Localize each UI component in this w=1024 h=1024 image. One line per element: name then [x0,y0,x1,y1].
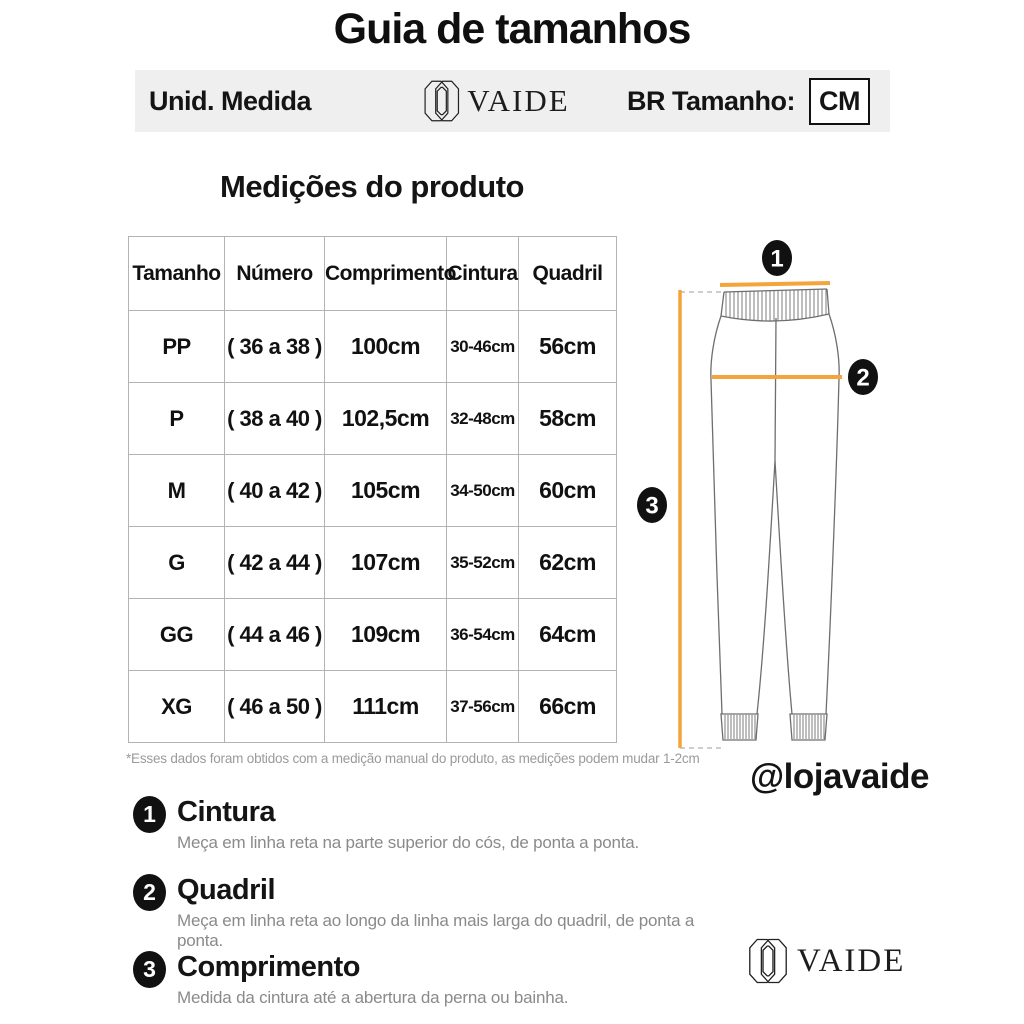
legend-title-quadril: Quadril [177,874,276,906]
marker-1-number: 1 [770,245,784,273]
right-cuff-ribbing [794,715,824,739]
unit-measure-label: Unid. Medida [149,85,311,116]
cell-hip: 58cm [519,383,617,455]
cell-number: ( 42 a 44 ) [225,527,325,599]
col-header-cintura: Cintura [447,237,519,311]
legend-title-comprimento: Comprimento [177,951,360,983]
marker-2 [848,359,878,395]
cell-length: 100cm [325,311,447,383]
cell-waist: 32-48cm [447,383,519,455]
marker-2-number: 2 [856,364,870,392]
size-table [128,236,617,743]
measurement-disclaimer: *Esses dados foram obtidos com a medição manual do produto, as medições podem mudar 1-2cm [126,751,700,766]
cell-length: 107cm [325,527,447,599]
cell-length: 109cm [325,599,447,671]
brand-logo [419,76,569,126]
cell-number: ( 38 a 40 ) [225,383,325,455]
cell-hip: 66cm [519,671,617,743]
page-title: Guia de tamanhos [333,5,691,53]
legend-desc-comprimento: Medida da cintura até a abertura da perna ou bainha. [177,988,569,1008]
cell-number: ( 36 a 38 ) [225,311,325,383]
legend-badge-2: 2 [133,874,166,911]
unit-bar [135,70,890,132]
pants-measurement-diagram [630,228,910,773]
cell-size: M [129,455,225,527]
legend-badge-3: 3 [133,951,166,988]
legend-item-quadril [133,874,723,951]
cell-number: ( 46 a 50 ) [225,671,325,743]
cell-size: P [129,383,225,455]
col-header-tamanho: Tamanho [129,237,225,311]
cell-size: GG [129,599,225,671]
cell-length: 102,5cm [325,383,447,455]
footer-brand-logo [744,934,905,988]
col-header-comprimento: Comprimento [325,237,447,311]
cell-waist: 35-52cm [447,527,519,599]
table-row [129,599,617,671]
waist-measure-line [720,283,830,285]
table-row [129,311,617,383]
cell-size: PP [129,311,225,383]
legend-item-cintura [133,796,723,853]
cell-number: ( 40 a 42 ) [225,455,325,527]
cell-waist: 37-56cm [447,671,519,743]
col-header-quadril: Quadril [519,237,617,311]
vaide-logo-icon [419,76,463,126]
legend-item-comprimento [133,951,723,1008]
marker-3 [637,487,667,523]
cell-hip: 62cm [519,527,617,599]
cell-size: G [129,527,225,599]
legend-desc-quadril: Meça em linha reta ao longo da linha mais larga do quadril, de ponta a ponta. [177,911,695,951]
table-header-row [129,237,617,311]
size-standard-label: BR Tamanho: [627,85,795,116]
cell-number: ( 44 a 46 ) [225,599,325,671]
col-header-numero: Número [225,237,325,311]
size-standard [627,78,870,125]
cell-size: XG [129,671,225,743]
unit-value-box: CM [809,78,870,125]
table-row [129,527,617,599]
cell-waist: 34-50cm [447,455,519,527]
social-handle: @lojavaide [750,757,929,796]
cell-length: 111cm [325,671,447,743]
legend-badge-1: 1 [133,796,166,833]
table-row [129,671,617,743]
vaide-logo-icon [744,934,792,988]
section-title: Medições do produto [220,169,524,204]
pants-outline [711,289,839,740]
brand-name: VAIDE [467,83,570,118]
legend-desc-cintura: Meça em linha reta na parte superior do cós, de ponta a ponta. [177,833,640,853]
cell-waist: 30-46cm [447,311,519,383]
marker-1 [762,240,792,276]
table-row [129,455,617,527]
cell-hip: 56cm [519,311,617,383]
table-row [129,383,617,455]
legend-title-cintura: Cintura [177,796,275,828]
marker-3-number: 3 [645,492,659,520]
cell-hip: 64cm [519,599,617,671]
cell-hip: 60cm [519,455,617,527]
cell-waist: 36-54cm [447,599,519,671]
waistband-ribbing [726,289,826,321]
left-cuff-ribbing [725,715,755,739]
brand-name: VAIDE [797,942,906,979]
cell-length: 105cm [325,455,447,527]
